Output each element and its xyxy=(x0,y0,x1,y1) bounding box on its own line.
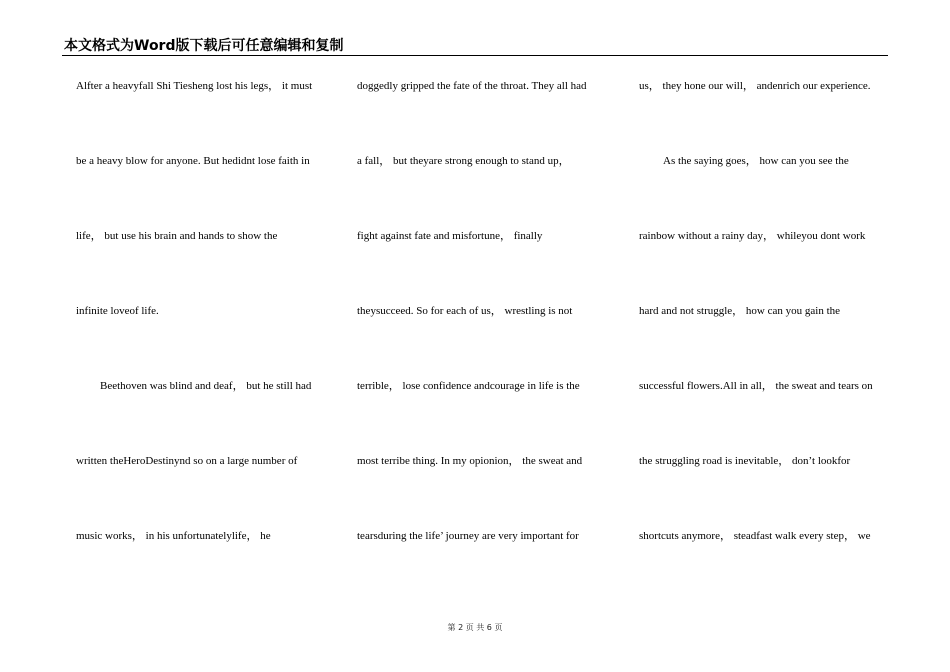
text-line: be a heavy blow for anyone. But hedidnt lose faith in xyxy=(76,155,310,167)
text-line: doggedly gripped the fate of the throat. They all had xyxy=(357,80,587,92)
text-line: infinite loveof life. xyxy=(76,305,159,317)
text-line: rainbow without a rainy day， whileyou dont work xyxy=(639,230,866,242)
text-line: tearsduring the life’ journey are very important for xyxy=(357,530,579,542)
text-line: successful flowers.All in all， the sweat and tears on xyxy=(639,380,873,392)
text-line: hard and not struggle， how can you gain the xyxy=(639,305,841,317)
text-line: theysucceed. So for each of us， wrestling is not xyxy=(357,305,573,317)
text-line: Alfter a heavyfall Shi Tiesheng lost his legs， it must xyxy=(76,80,313,92)
text-line: terrible， lose confidence andcourage in life is the xyxy=(357,380,580,392)
text-line: Beethoven was blind and deaf， but he still had xyxy=(100,380,312,392)
text-line: fight against fate and misfortune， finally xyxy=(357,230,543,242)
text-line: the struggling road is inevitable， don’t lookfor xyxy=(639,455,851,467)
text-line: life， but use his brain and hands to show the xyxy=(76,230,278,242)
text-line: As the saying goes， how can you see the xyxy=(663,155,849,167)
document-header-title: 本文格式为Word版下载后可任意编辑和复制 xyxy=(64,38,344,54)
text-line: shortcuts anymore， steadfast walk every step， we xyxy=(639,530,871,542)
text-line: music works， in his unfortunatelylife， he xyxy=(76,530,271,542)
text-line: written theHeroDestinynd so on a large number of xyxy=(76,455,298,467)
text-line: a fall， but theyare strong enough to stand up， xyxy=(357,155,570,167)
text-line: us， they hone our will， andenrich our experience. xyxy=(639,80,871,92)
header-divider xyxy=(62,55,888,56)
text-line: most terribe thing. In my opionion， the sweat and xyxy=(357,455,583,467)
page-number-footer: 第 2 页 共 6 页 xyxy=(447,623,503,632)
